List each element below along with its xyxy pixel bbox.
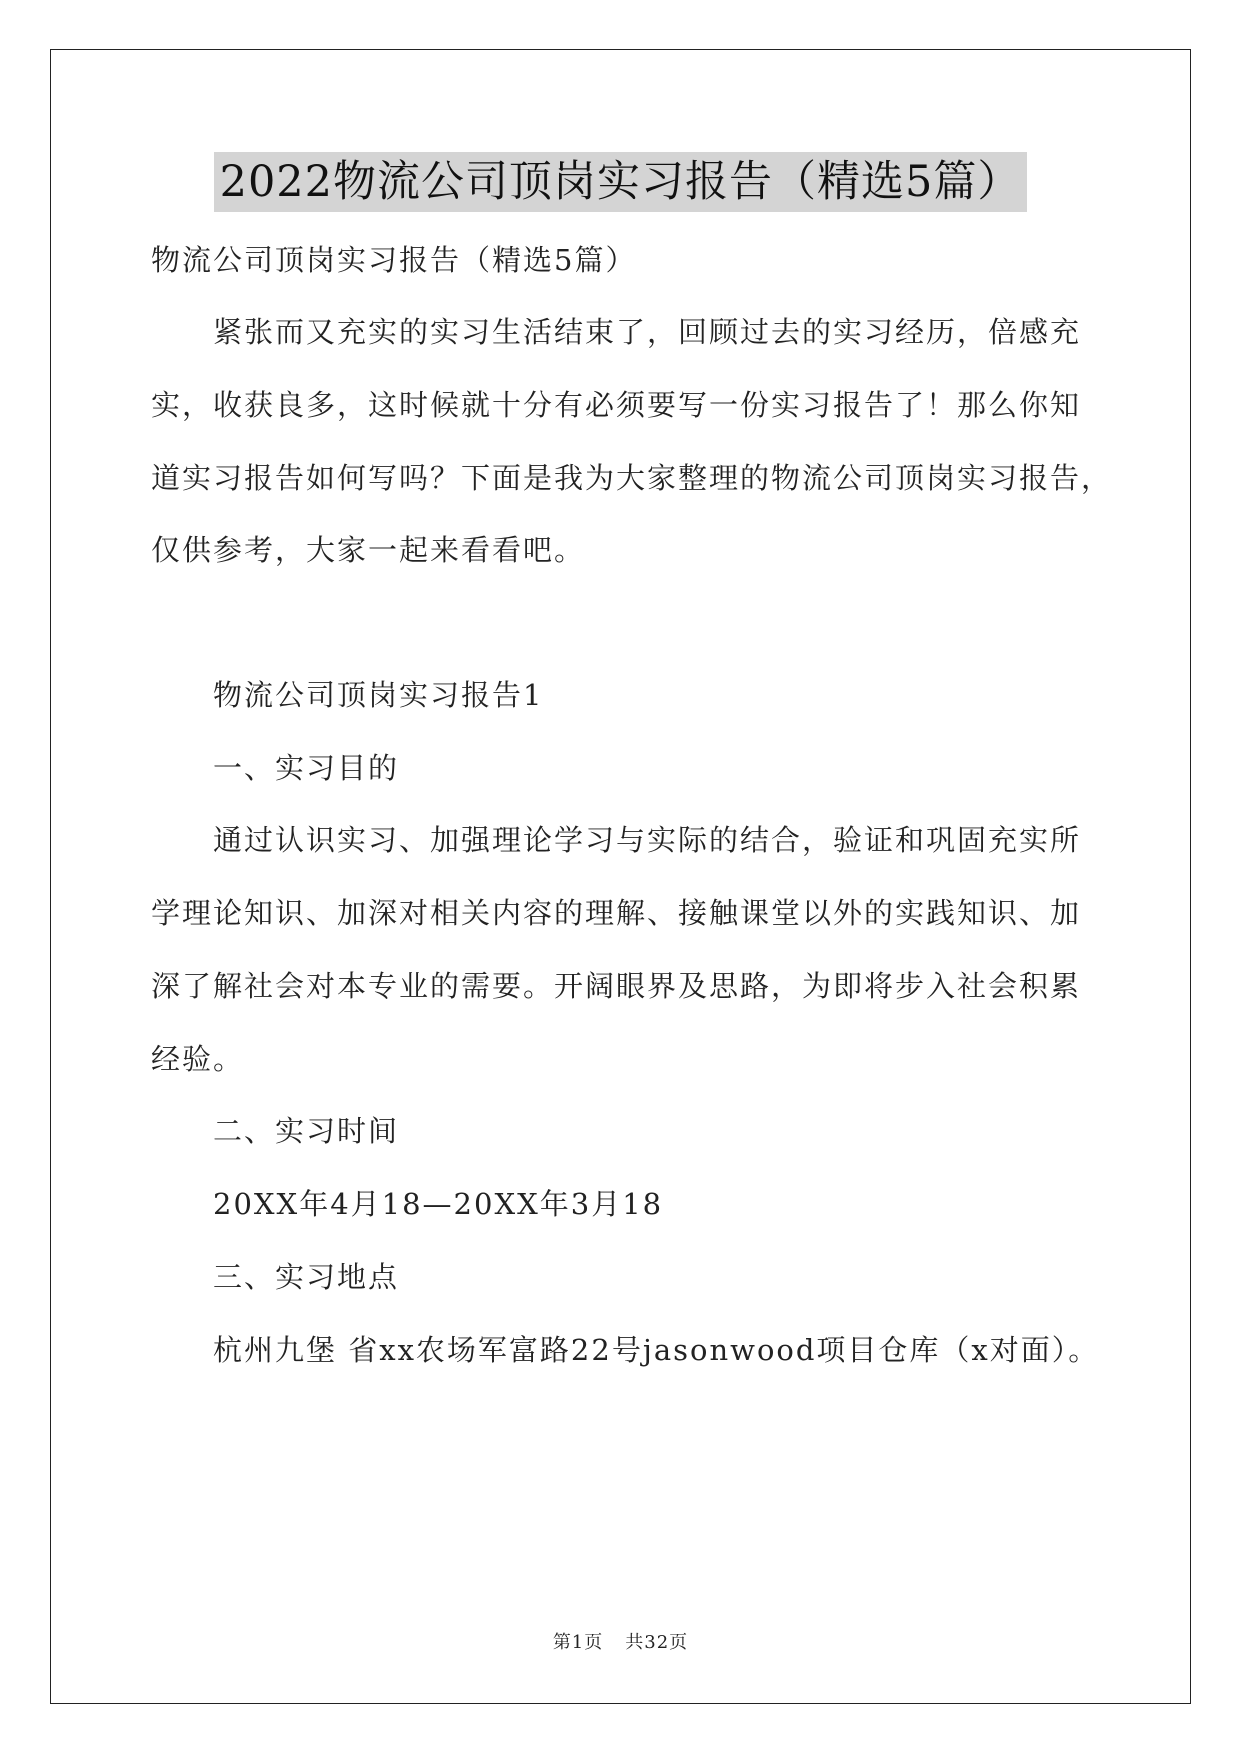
section-heading: 三、实习地点: [213, 1260, 400, 1294]
paragraph-line: 道实习报告如何写吗？下面是我为大家整理的物流公司顶岗实习报告，: [151, 461, 1113, 495]
title-container: [0, 152, 1241, 212]
page-border: [50, 49, 1191, 1704]
paragraph-line: 实，收获良多，这时候就十分有必须要写一份实习报告了！那么你知: [151, 388, 1082, 422]
paragraph-line: 杭州九堡 省xx农场军富路22号jasonwood项目仓库（x对面）。: [213, 1333, 1100, 1367]
paragraph-line: 通过认识实习、加强理论学习与实际的结合，验证和巩固充实所: [213, 823, 1082, 857]
paragraph-line: 20XX年4月18—20XX年3月18: [213, 1187, 664, 1221]
page-total: 共32页: [625, 1632, 689, 1653]
page-number: 第1页: [552, 1632, 604, 1653]
section-heading: 二、实习时间: [213, 1114, 400, 1148]
subtitle-line: 物流公司顶岗实习报告（精选5篇）: [151, 243, 637, 277]
paragraph-line: 经验。: [151, 1042, 245, 1076]
paragraph-line: 仅供参考，大家一起来看看吧。: [151, 533, 586, 567]
paragraph-line: 紧张而又充实的实习生活结束了，回顾过去的实习经历，倍感充: [213, 315, 1082, 349]
section-heading: 物流公司顶岗实习报告1: [213, 678, 544, 712]
paragraph-line: 深了解社会对本专业的需要。开阔眼界及思路，为即将步入社会积累: [151, 969, 1082, 1003]
paragraph-line: 学理论知识、加深对相关内容的理解、接触课堂以外的实践知识、加: [151, 896, 1082, 930]
section-heading: 一、实习目的: [213, 751, 400, 785]
document-title: 2022物流公司顶岗实习报告（精选5篇）: [214, 152, 1028, 212]
page-footer: [0, 1628, 1241, 1654]
